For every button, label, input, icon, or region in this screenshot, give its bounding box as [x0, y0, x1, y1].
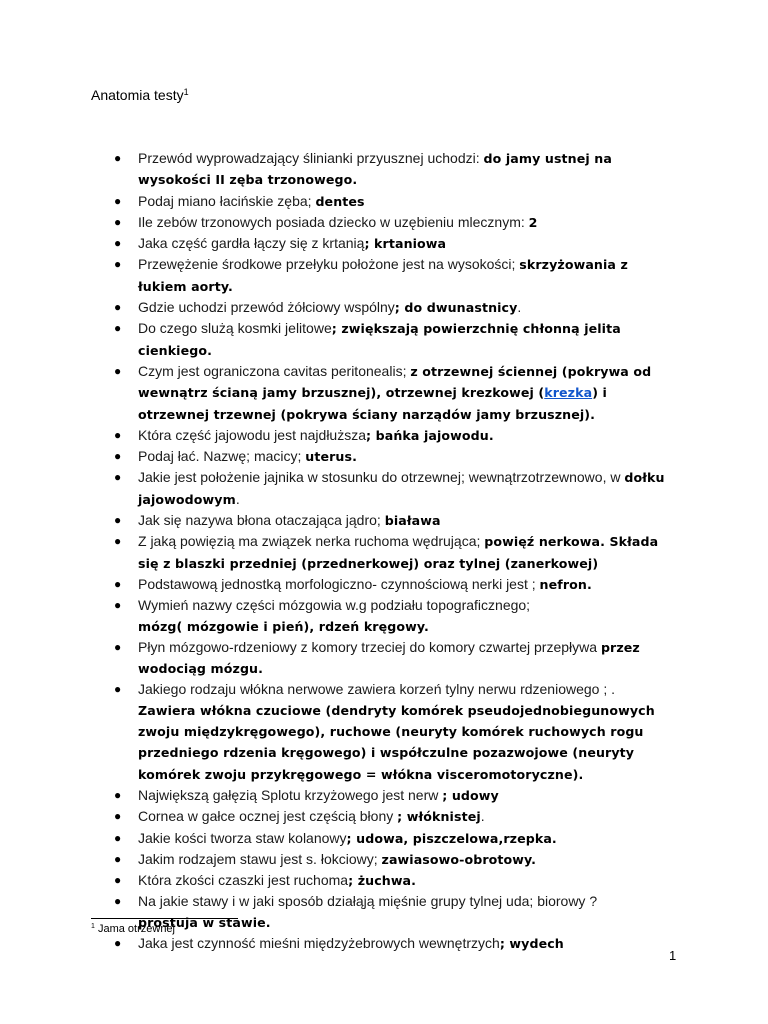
question-tail: . [480, 808, 485, 825]
answer-text: dołku jajowodowym [138, 470, 665, 507]
answer-text: mózg( mózgowie i pień), rdzeń kręgowy. [138, 618, 429, 634]
bullet-icon: ● [114, 427, 122, 442]
list-item [114, 531, 680, 574]
answer-text: uterus. [305, 449, 357, 465]
bullet-icon: ● [114, 830, 122, 845]
answer-text: prostuja w stawie. [138, 914, 271, 930]
list-item [114, 254, 680, 297]
answer-text: ; bańka jajowodu. [366, 427, 494, 443]
bullet-icon: ● [114, 787, 122, 802]
list-item [114, 297, 680, 318]
answer-text: ; udowa, piszczelowa,rzepka. [346, 830, 557, 846]
list-item [114, 361, 680, 425]
bullet-icon: ● [114, 851, 122, 866]
bullet-icon: ● [114, 809, 122, 824]
answer-text-continued: ) i otrzewnej trzewnej (pokrywa ściany narządów jamy brzusznej). [138, 385, 607, 422]
bullet-icon: ● [114, 236, 122, 251]
question-text: Gdzie uchodzi przewód żółciowy wspólny [138, 299, 395, 316]
footnote-text: Jama otrzewnej [94, 923, 175, 935]
answer-text: ; udowy [442, 787, 499, 803]
question-text: Która część jajowodu jest najdłuższa [138, 426, 367, 443]
question-list [114, 148, 680, 954]
bullet-icon: ● [114, 534, 122, 549]
list-item [114, 891, 680, 933]
answer-text: do jamy ustnej na wysokości II zęba trzonowego. [138, 151, 612, 188]
question-text: Wymień nazwy części mózgowia w.g podziału topograficznego; [138, 597, 531, 614]
bullet-icon: ● [114, 935, 122, 950]
question-text: Przewężenie środkowe przełyku położone jest na wysokości; [138, 256, 520, 273]
bullet-icon: ● [114, 193, 122, 208]
list-item [114, 849, 680, 870]
list-item [114, 637, 680, 680]
question-text: Największą gałęzią Splotu krzyżowego jest nerw [138, 786, 443, 803]
question-text: Jaka jest czynność mieśni międzyżebrowych wewnętrzych [138, 934, 500, 951]
bullet-icon: ● [114, 321, 122, 336]
list-item [114, 467, 680, 510]
answer-text: przez wodociąg mózgu. [138, 639, 640, 677]
question-text: Jak się nazywa błona otaczająca jądro; [138, 512, 385, 529]
question-text: Podaj łać. Nazwę; macicy; [138, 448, 306, 465]
answer-text: z otrzewnej ściennej (pokrywa od wewnątrz ścianą jamy brzusznej), otrzewnej krezkowej ( [138, 363, 652, 401]
list-item [114, 679, 680, 784]
krezka-link[interactable]: krezka [544, 385, 593, 401]
answer-text: biaława [384, 513, 441, 529]
list-item [114, 870, 680, 891]
footnote-divider [91, 918, 238, 919]
list-item [114, 828, 680, 849]
list-item [114, 318, 680, 361]
bullet-icon: ● [114, 257, 122, 272]
list-item [114, 806, 680, 827]
question-text: Jakiego rodzaju włókna nerwowe zawiera korzeń tylny nerwu rdzeniowego ; . [138, 681, 616, 698]
list-item [114, 574, 680, 595]
bullet-icon: ● [114, 576, 122, 591]
answer-text: zawiasowo-obrotowy. [381, 851, 537, 867]
question-text: Przewód wyprowadzający ślinianki przyusznej uchodzi: [138, 150, 484, 166]
bullet-icon: ● [114, 598, 122, 613]
bullet-icon: ● [114, 300, 122, 315]
answer-text: ; do dwunastnicy [394, 300, 518, 316]
list-item [114, 233, 680, 254]
footnote [91, 923, 175, 935]
question-tail: . [517, 299, 522, 316]
list-item [114, 212, 680, 233]
list-item [114, 510, 680, 531]
question-text: Na jakie stawy i w jaki sposób działąją mięśnie grupy tylnej uda; biorowy ? [138, 893, 598, 910]
question-text: Do czego slużą kosmki jelitowe [138, 320, 332, 337]
answer-text: nefron. [539, 576, 592, 592]
answer-text: powięź nerkowa. Składa się z blaszki przedniej (przednerkowej) oraz tylnej (zanerkowej) [138, 534, 659, 571]
question-text: Cornea w gałce ocznej jest częścią błony [138, 808, 398, 825]
answer-text: ; krtaniowa [364, 236, 447, 252]
question-text: Jaka część gardła łączy się z krtanią [138, 235, 365, 252]
answer-text: 2 [528, 214, 538, 230]
list-item [114, 148, 680, 191]
page-number: 1 [669, 948, 677, 963]
question-text: Czym jest ograniczona cavitas peritonealis; [138, 362, 411, 379]
question-text: Płyn mózgowo-rdzeniowy z komory trzeciej do komory czwartej przepływa [138, 638, 601, 655]
bullet-icon: ● [114, 873, 122, 888]
question-text: Podstawową jednostką morfologiczno- czynnościową nerki jest ; [138, 575, 540, 592]
list-item [114, 785, 680, 806]
answer-text: ; włóknistej [397, 809, 481, 825]
question-text: Ile zebów trzonowych posiada dziecko w uzębieniu mlecznym: [138, 213, 529, 230]
list-item [114, 595, 680, 637]
question-tail: . [235, 490, 240, 507]
bullet-icon: ● [114, 894, 122, 909]
question-text: Z jaką powięzią ma związek nerka ruchoma wędrująca; [138, 533, 485, 550]
answer-text: Zawiera włókna czuciowe (dendryty komórek pseudojednobiegunowych zwoju międzykręgowego), ruchowe (neuryty komórek ruchowych rogu przedniego rdzenia kręgowego) i współczulne pozazwojowe (neuryty komórek zwoju przykręgowego = włókna visceromotoryczne). [138, 702, 655, 782]
bullet-icon: ● [114, 639, 122, 654]
question-text: Jakim rodzajem stawu jest s. łokciowy; [138, 850, 382, 867]
document-title: Anatomia testy$^1$ [91, 87, 189, 103]
bullet-icon: ● [114, 151, 122, 165]
answer-text: dentes [315, 193, 365, 209]
list-item [114, 446, 680, 467]
answer-text: ; żuchwa. [348, 873, 417, 889]
answer-text: ; zwiększają powierzchnię chłonną jelita cienkiego. [138, 321, 621, 358]
bullet-icon: ● [114, 449, 122, 464]
question-text: Podaj miano łacińskie zęba; [138, 192, 316, 209]
bullet-icon: ● [114, 513, 122, 528]
question-text: Jakie kości tworza staw kolanowy [138, 829, 347, 846]
footnote-mark: 1 [91, 923, 95, 930]
bullet-icon: ● [114, 470, 122, 485]
bullet-icon: ● [114, 214, 122, 229]
answer-text: skrzyżowania z łukiem aorty. [138, 257, 628, 294]
list-item [114, 191, 680, 212]
bullet-icon: ● [114, 682, 122, 697]
list-item [114, 425, 680, 446]
bullet-icon: ● [114, 363, 122, 378]
list-item [114, 933, 680, 954]
answer-text: ; wydech [499, 935, 564, 951]
question-text: Która zkości czaszki jest ruchoma [138, 872, 349, 889]
footnote-reference[interactable]: 1 [183, 87, 189, 97]
question-text: Jakie jest położenie jajnika w stosunku do otrzewnej; wewnątrzotrzewnowo, w [138, 469, 625, 486]
